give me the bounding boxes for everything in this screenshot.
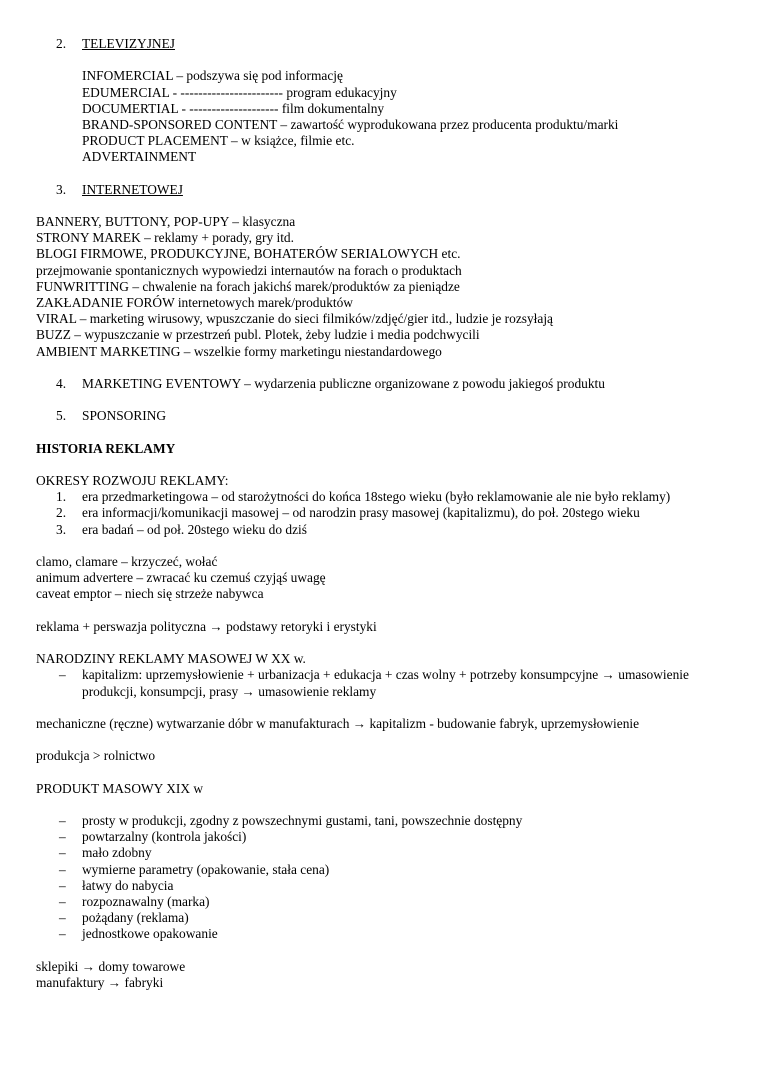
bullet-text: łatwy do nabycia bbox=[82, 877, 174, 893]
latin-line: animum advertere – zwracać ku czemuś czyjąś uwagę bbox=[36, 570, 326, 586]
period-item bbox=[0, 522, 760, 538]
section-internet-heading bbox=[0, 182, 760, 198]
period-number: 3. bbox=[56, 521, 67, 537]
product-bullet bbox=[0, 862, 760, 878]
politics-line: reklama + perswazja polityczna → podstawy retoryki i erystyki bbox=[36, 618, 377, 634]
product-title: PRODUKT MASOWY XIX w bbox=[36, 780, 204, 796]
period-text: era informacji/komunikacji masowej – od narodzin prasy masowej (kapitalizmu), do poł. 20stego wieku bbox=[82, 505, 640, 521]
section-text: MARKETING EVENTOWY – wydarzenia publiczne organizowane z powodu jakiegoś produktu bbox=[82, 375, 605, 391]
period-number: 2. bbox=[56, 505, 67, 521]
internet-line: VIRAL – marketing wirusowy, wpuszczanie do sieci filmików/zdjęć/gier itd., ludzie je rozsyłają bbox=[36, 311, 553, 327]
bullet-text: rozpoznawalny (marka) bbox=[82, 894, 210, 910]
mass-title: NARODZINY REKLAMY MASOWEJ W XX w. bbox=[36, 651, 306, 667]
section-title: TELEVIZYJNEJ bbox=[82, 36, 175, 51]
bullet-text: prosty w produkcji, zgodny z powszechnymi gustami, tani, powszechnie dostępny bbox=[82, 813, 523, 829]
product-bullet bbox=[0, 845, 760, 861]
periods-title: OKRESY ROZWOJU REKLAMY: bbox=[36, 473, 229, 489]
mechanical-line: mechaniczne (ręczne) wytwarzanie dóbr w manufakturach → kapitalizm - budowanie fabryk, uprzemysłowienie bbox=[36, 715, 640, 731]
section-event bbox=[0, 376, 760, 392]
history-heading: HISTORIA REKLAMY bbox=[36, 440, 176, 456]
tv-line: EDUMERCIAL - ----------------------- program edukacyjny bbox=[82, 84, 397, 100]
product-bullet bbox=[0, 894, 760, 910]
section-number: 5. bbox=[56, 408, 67, 424]
latin-line: clamo, clamare – krzyczeć, wołać bbox=[36, 554, 218, 569]
product-bullet bbox=[0, 910, 760, 926]
internet-line: ZAKŁADANIE FORÓW internetowych marek/produktów bbox=[36, 295, 353, 310]
product-bullet bbox=[0, 829, 760, 845]
internet-line: przejmowanie spontanicznych wypowiedzi internautów na forach o produktach bbox=[36, 262, 462, 278]
tv-line: BRAND-SPONSORED CONTENT – zawartość wyprodukowana przez producenta produktu/marki bbox=[82, 116, 619, 132]
bullet-text: wymierne parametry (opakowanie, stała cena) bbox=[82, 861, 330, 877]
dash-marker: – bbox=[59, 667, 66, 683]
product-bullet bbox=[0, 878, 760, 894]
dash-marker: – bbox=[59, 894, 66, 910]
product-bullet bbox=[0, 813, 760, 829]
tv-line: PRODUCT PLACEMENT – w książce, filmie etc. bbox=[82, 133, 355, 149]
product-bullet bbox=[0, 926, 760, 942]
latin-line: caveat emptor – niech się strzeże nabywca bbox=[36, 586, 264, 602]
section-number: 3. bbox=[56, 181, 67, 197]
period-item bbox=[0, 505, 760, 521]
period-text: era przedmarketingowa – od starożytności do końca 18stego wieku (było reklamowanie ale nie było reklamy) bbox=[82, 489, 671, 505]
section-tv-heading bbox=[0, 36, 760, 52]
bullet-text: powtarzalny (kontrola jakości) bbox=[82, 829, 247, 845]
bullet-text: pożądany (reklama) bbox=[82, 910, 189, 926]
period-item bbox=[0, 489, 760, 505]
closing-line: manufaktury → fabryki bbox=[36, 975, 164, 991]
internet-line: STRONY MAREK – reklamy + porady, gry itd. bbox=[36, 230, 294, 246]
dash-marker: – bbox=[59, 813, 66, 829]
dash-marker: – bbox=[59, 845, 66, 861]
bullet-text: kapitalizm: uprzemysłowienie + urbanizacja + edukacja + czas wolny + potrzeby konsumpcyjne → umasowienie produkcji, konsumpcji, prasy → umasowienie reklamy bbox=[82, 667, 689, 699]
internet-line: BLOGI FIRMOWE, PRODUKCYJNE, BOHATERÓW SERIALOWYCH etc. bbox=[36, 246, 461, 262]
production-line: produkcja > rolnictwo bbox=[36, 748, 156, 764]
section-text: SPONSORING bbox=[82, 408, 167, 424]
bullet-text: mało zdobny bbox=[82, 845, 152, 861]
internet-line: BANNERY, BUTTONY, POP-UPY – klasyczna bbox=[36, 214, 296, 230]
tv-line: ADVERTAINMENT bbox=[82, 149, 197, 165]
period-number: 1. bbox=[56, 489, 67, 505]
section-number: 4. bbox=[56, 375, 67, 391]
dash-marker: – bbox=[59, 829, 66, 845]
section-number: 2. bbox=[56, 36, 67, 51]
closing-line: sklepiki → domy towarowe bbox=[36, 958, 186, 974]
period-text: era badań – od poł. 20stego wieku do dziś bbox=[82, 521, 307, 537]
dash-marker: – bbox=[59, 877, 66, 893]
internet-line: AMBIENT MARKETING – wszelkie formy marketingu niestandardowego bbox=[36, 343, 442, 359]
section-title: INTERNETOWEJ bbox=[82, 181, 183, 197]
section-sponsoring bbox=[0, 408, 760, 424]
dash-marker: – bbox=[59, 861, 66, 877]
internet-line: BUZZ – wypuszczanie w przestrzeń publ. Plotek, żeby ludzie i media podchwycili bbox=[36, 327, 480, 343]
internet-line: FUNWRITTING – chwalenie na forach jakichś marek/produktów za pieniądze bbox=[36, 278, 460, 294]
document-page bbox=[0, 36, 760, 991]
mass-bullet bbox=[0, 667, 760, 699]
dash-marker: – bbox=[59, 910, 66, 926]
bullet-text: jednostkowe opakowanie bbox=[82, 926, 218, 942]
tv-line: DOCUMERTIAL - -------------------- film dokumentalny bbox=[82, 100, 385, 116]
tv-line: INFOMERCIAL – podszywa się pod informację bbox=[82, 68, 343, 84]
dash-marker: – bbox=[59, 926, 66, 942]
